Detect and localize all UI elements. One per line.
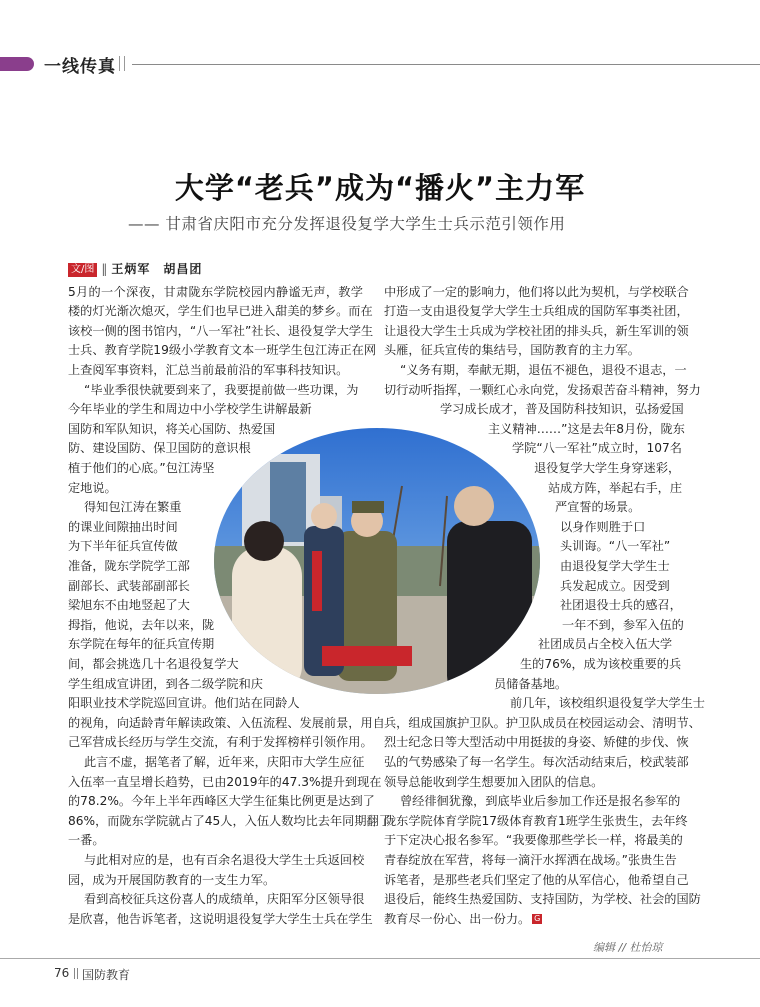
left-paragraph-line: 看到高校征兵这份喜人的成绩单，庆阳军分区领导很 [84, 892, 365, 907]
left-paragraph-line: 一番。 [68, 833, 105, 848]
article-title: 大学“老兵”成为“播火”主力军 [174, 171, 586, 205]
left-paragraph-line: 得知包江涛在繁重 [84, 500, 182, 515]
right-paragraph-line: 由退役复学大学生士 [560, 558, 670, 573]
left-paragraph-line: 国防和军队知识，将关心国防、热爱国 [68, 421, 276, 436]
right-paragraph-line: 让退役大学生士兵成为学校社团的排头兵，新生军训的领 [384, 323, 689, 338]
right-paragraph-line: 中形成了一定的影响力，他们将以此为契机，与学校联合 [384, 284, 689, 299]
right-paragraph-line: 于下定决心报名参军。“我要像那些学长一样，将最美的 [384, 833, 683, 848]
right-paragraph-line: 生的76%，成为该校重要的兵 [520, 656, 682, 671]
left-paragraph-line: 与此相对应的是，也有百余名退役大学生士兵返回校 [84, 852, 365, 867]
right-paragraph-line: 头雁，征兵宣传的集结号，国防教育的主力军。 [384, 343, 640, 358]
left-paragraph-line: 的课业间隙抽出时间 [68, 519, 178, 534]
right-paragraph-line: 以身作则胜于口 [560, 519, 646, 534]
article-photo [212, 426, 542, 696]
footer-separator [74, 968, 78, 979]
left-paragraph-line: 楼的灯光渐次熄灭，学生们也早已进入甜美的梦乡。而在 [68, 304, 373, 319]
right-paragraph-line: 社团成员占全校入伍大学 [538, 637, 673, 652]
right-paragraph-line: 学习成长成才，普及国防科技知识，弘扬爱国 [440, 402, 684, 417]
section-color-bar [0, 57, 34, 71]
right-paragraph-line: 学院“八一军社”成立时，107名 [512, 441, 682, 456]
right-paragraph-line: 教育尽一份心、出一份力。 G [384, 911, 541, 926]
right-paragraph-line: 头训诲。“八一军社” [560, 539, 671, 554]
left-paragraph-line: 东学院在每年的征兵宣传期 [68, 637, 215, 652]
right-paragraph-line: 社团退役士兵的感召， [560, 598, 682, 613]
left-paragraph-line: 今年毕业的学生和周边中小学校学生讲解最新 [68, 402, 312, 417]
right-paragraph-line: 兵，组成国旗护卫队。护卫队成员在校园运动会、清明节、 [384, 715, 701, 730]
left-paragraph-line: 拇指，他说，去年以来，陇 [68, 617, 215, 632]
section-label: 一线传真 [44, 57, 116, 77]
right-paragraph-line: 站成方阵，举起右手，庄 [548, 480, 683, 495]
left-paragraph-line: 的78.2%。今年上半年西峰区大学生征集比例更是达到了 [68, 794, 375, 809]
right-paragraph-line: 领导总能收到学生想要加入团队的信息。 [384, 774, 604, 789]
left-paragraph-line: 入伍率一直呈增长趋势，已由2019年的47.3%提升到现在 [68, 774, 382, 789]
right-paragraph-line: 弘的气势感染了每一名学生。每次活动结束后，校武装部 [384, 754, 689, 769]
byline-tag: 文/图 [68, 263, 97, 277]
left-paragraph-line: 的视角，向适龄青年解读政策、入伍流程、发展前景，用自 [68, 715, 385, 730]
left-paragraph-line: 86%，而陇东学院就占了45人，入伍人数均比去年同期翻了 [68, 813, 391, 828]
authors: 王炳军 胡昌团 [111, 262, 203, 276]
editor-credit: 编辑 // 杜怡琼 [593, 941, 663, 954]
left-paragraph-line: 该校一侧的图书馆内，“八一军社”社长、退役复学大学生 [68, 323, 374, 338]
end-mark-icon: G [534, 914, 541, 924]
right-paragraph-line: 兵发起成立。因受到 [560, 578, 670, 593]
left-paragraph-line: 防、建设国防、保卫国防的意识根 [68, 441, 251, 456]
page-number: 76 [54, 966, 70, 980]
right-paragraph-line: 曾经徘徊犹豫，到底毕业后参加工作还是报名参军的 [400, 794, 681, 809]
right-paragraph-line: 诉笔者，是那些老兵们坚定了他的从军信心，他希望自己 [384, 872, 689, 887]
right-paragraph-line: 一年不到，参军入伍的 [562, 617, 684, 632]
byline-separator: ‖ [101, 262, 108, 276]
right-paragraph-line: 打造一支由退役复学大学生士兵组成的国防军事类社团， [384, 304, 689, 319]
left-paragraph-line: 上查阅军事资料，汇总当前最前沿的军事科技知识。 [68, 362, 349, 377]
left-paragraph-line: 梁旭东不由地竖起了大 [68, 598, 190, 613]
left-paragraph-line: 植于他们的心底。”包江涛坚 [68, 460, 215, 475]
left-paragraph-line: 学生组成宣讲团，到各二级学院和庆 [68, 676, 263, 691]
header-rule [132, 64, 760, 65]
magazine-name: 国防教育 [82, 968, 131, 982]
right-paragraph-line: 青春绽放在军营，将每一滴汗水挥洒在战场。”张贵生告 [384, 852, 677, 867]
right-paragraph-line: 主义精神……”这是去年8月份，陇东 [488, 421, 685, 436]
left-paragraph-line: 此言不虚，据笔者了解，近年来，庆阳市大学生应征 [84, 754, 365, 769]
right-paragraph-line: 陇东学院体育学院17级体育教育1班学生张贵生，去年终 [384, 813, 688, 828]
left-paragraph-line: 士兵、教育学院19级小学教育文本一班学生包江涛正在网 [68, 343, 377, 358]
left-paragraph-line: 定地说。 [68, 480, 117, 495]
left-paragraph-line: 5月的一个深夜，甘肃陇东学院校园内静谧无声，教学 [68, 284, 363, 299]
right-paragraph-line: 前几年，该校组织退役复学大学生士 [510, 696, 705, 711]
right-paragraph-line: 退役复学大学生身穿迷彩， [534, 460, 681, 475]
left-paragraph-line: 为下半年征兵宣传做 [68, 539, 178, 554]
left-paragraph-line: 准备，陇东学院学工部 [68, 558, 190, 573]
footer-rule [0, 958, 760, 959]
section-separator [119, 56, 125, 71]
right-paragraph-line: “义务有期，奉献无期，退伍不褪色，退役不退志，一 [400, 362, 687, 377]
left-paragraph-line: 是欣喜，他告诉笔者，这说明退役复学大学生士兵在学生 [68, 911, 373, 926]
right-paragraph-line: 退役后，能终生热爱国防、支持国防，为学校、社会的国防 [384, 892, 701, 907]
article-subtitle: —— 甘肃省庆阳市充分发挥退役复学大学生士兵示范引领作用 [128, 215, 566, 233]
right-paragraph-line: 切行动听指挥，一颗红心永向党，发扬艰苦奋斗精神，努力 [384, 382, 701, 397]
left-paragraph-line: 己军营成长经历与学生交流，有利于发挥榜样引领作用。 [68, 735, 373, 750]
left-paragraph-line: “毕业季很快就要到来了，我要提前做一些功课，为 [84, 382, 359, 397]
left-paragraph-line: 间，都会挑选几十名退役复学大 [68, 656, 239, 671]
left-paragraph-line: 园，成为开展国防教育的一支生力军。 [68, 872, 276, 887]
left-paragraph-line: 阳职业技术学院巡回宣讲。他们站在同龄人 [68, 696, 300, 711]
byline [68, 261, 202, 277]
right-paragraph-line: 烈士纪念日等大型活动中用挺拔的身姿、矫健的步伐、恢 [384, 735, 689, 750]
right-paragraph-line: 员储备基地。 [494, 676, 568, 691]
right-paragraph-line: 严宣誓的场景。 [555, 500, 641, 515]
left-paragraph-line: 副部长、武装部副部长 [68, 578, 190, 593]
